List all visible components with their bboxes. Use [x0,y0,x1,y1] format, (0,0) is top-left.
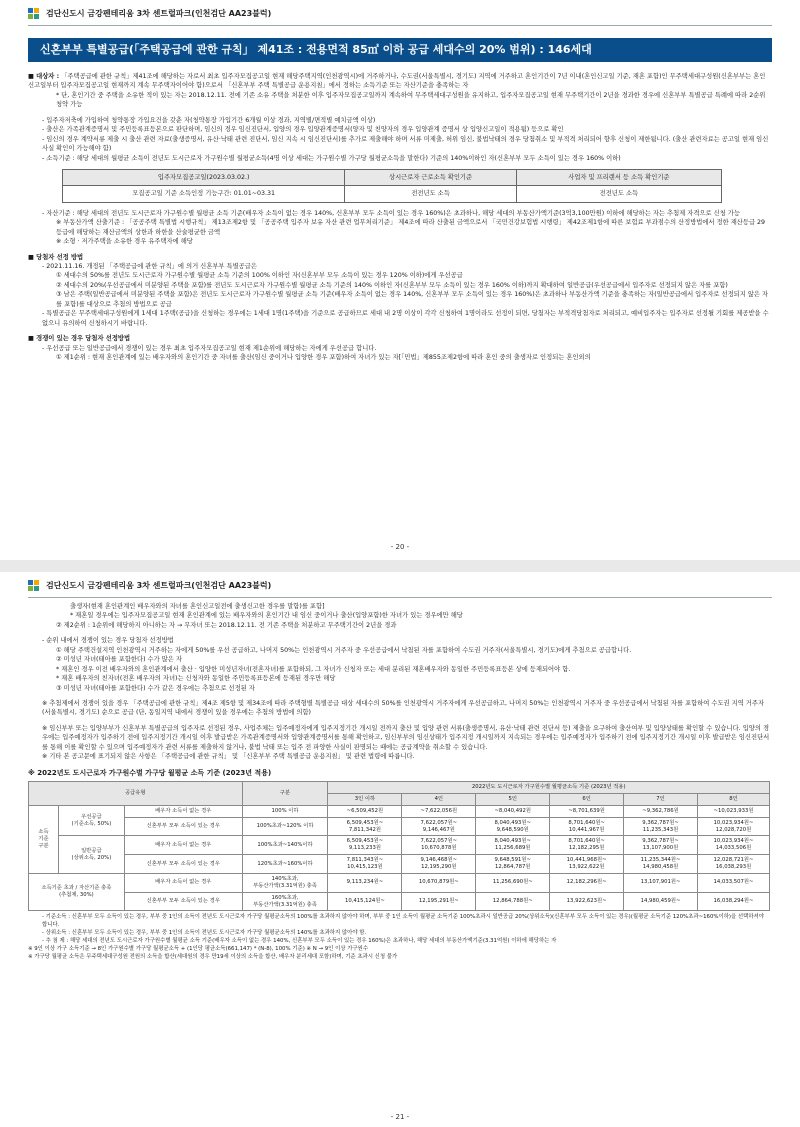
requirement-1: - 입주자저축에 가입하여 청약통장 가입요건을 갖춘 자(청약통장 가입기간 6개월 이상 경과, 지역별/면적별 예치금액 이상) [42,116,376,124]
selection-3: ② 세대수의 20%(우선공급에서 미분양된 주택을 포함)를 전년도 도시근로자 가구원수별 월평균 소득 기준의 140% 이하인 자(신혼부부 모두 소득이 있는 경우 160% 이하)까지 확대하여 일반공급(우선공급에서 입주자로 선정되지 않은 자를 포함) [56,281,728,289]
page-header [28,580,271,592]
income-header-1: 입주자모집공고일(2023.03.02.) [63,169,345,185]
page-header [28,8,271,20]
cell: 6,509,453원~ 7,811,342원 [328,817,402,836]
row-division: 160%초과, 부동산가액(3.31억원) 충족 [242,892,328,911]
table-row [29,805,770,817]
row-label: 신혼부부 모두 소득이 있는 경우 [124,892,242,911]
note-4: ※ 9인 이상 가구 소득기준 → 8인 가구원수별 가구당 월평균소득 + (1인당 평균소득(661,147) * (N-8), 100% 기준) ※ N → 9인 이상 가구원수 [28,945,369,952]
row-label: 배우자 소득이 없는 경우 [124,836,242,855]
table-notes [28,914,770,961]
cell: 9,146,468원~ 12,195,290원 [402,855,476,874]
remarriage-note: * 재혼일 경우에는 입주자모집공고일 현재 혼인관계에 있는 배우자와의 혼인기간 내 임신 중이거나 출산(입양포함)한 자녀가 있는 경우에만 해당 [70,612,463,620]
table-row [29,873,770,892]
income-standard-table [28,781,770,911]
selection-5: - 특별공급은 무주택세대구성원에게 1세대 1주택(공급)을 신청하는 경우에는 1세대 1명(1주택)을 기준으로 공급하므로 세대 내 2명 이상이 각각 신청하여 1명이라도 선정이 되면, 당첨자는 부적격당첨자로 처리되고, 예비입주자는 입주자로 선정될 기회를 제공받을 수 없으니 유의하여 신청하시기 바랍니다. [42,310,769,327]
cell: ~8,040,492원 [476,805,550,817]
income-cell-1: 모집공고일 기준 소득인정 기능구간: 01.01~03.31 [63,186,345,202]
asset-note-1: ※ 부동산가액 산출기준 : 「공공주택 특별법 시행규칙」 제13조제2항 및 「공공주택 입주자 보유 자산 관련 업무처리기준」 제4조에 따라 산출된 금액으로서 「국민건강보험법 시행령」 제42조제1항에 따른 보험료 부과점수의 산정방법에서 정한 재산등급 29등급에 해당하는 재산금액의 상한과 하한을 산술평균한 금액 [56,219,766,236]
cell: 14,980,459원~ [624,892,698,911]
target-paragraph [28,72,770,91]
cell: 13,107,901원~ [624,873,698,892]
header-divider [28,597,772,598]
row-label: 신혼부부 모두 소득이 있는 경우 [124,855,242,874]
rank-2: ② 제2순위 : 1순위에 해당하지 아니하는 자 → 무자녀 또는 2018.12.11. 전 기존 주택을 처분하고 무주택기간이 2년을 경과 [56,621,397,629]
cell: 7,811,343원~ 10,415,123원 [328,855,402,874]
col-8: 8인 [697,793,769,805]
cell: 14,033,507원~ [697,873,769,892]
cell: 12,028,721원~ 16,038,293원 [697,855,769,874]
competition-1: - 우선공급 또는 일반공급에서 경쟁이 있는 경우 최초 입주자모집공고일 현재 제1순위에 해당하는 자에게 우선공급 합니다. [42,344,377,352]
cell: ~6,509,452원 [328,805,402,817]
pregnancy-note: ※ 임신부부 또는 입양부부가 신혼부부 특별공급의 입주자로 선정된 경우, 사업주체는 입주예정자에게 입주지정기간 개시일 전까지 출산 및 입양 관련 서류(출생증명서, 유산·낙태 관련 진단서 등) 제출을 요구하여 출산여부 및 입양상태를 확인할 수 있습니다. 입양의 경우에는 입주예정자가 입주하기 전에 입주지정기간 개시일 이후 발급받은 가족관계증명서와 입양관계증명서를 통해 확인하고, 임신부부의 임신상태가 입주지정 개시일까지 지속되는 경우에는 입주예정자가 입주하기 전에 입주지정기간 개시일 이후 발급받은 임신진단서를 통해 이를 확인할 수 있으며 입주예정자가 관련 서류를 제출하지 않거나, 불법 낙태 또는 입주 전 파양한 사실이 판명되는 때에는 공급계약을 취소할 수 있습니다. [42,724,770,751]
page-number: - 21 - [390,1113,410,1121]
cell: 16,038,294원~ [697,892,769,911]
header-title: 검단신도시 금강펜테리움 3차 센트럴파크(인천검단 AA23블럭) [46,581,272,590]
cell: 8,701,640원~ 10,441,967원 [550,817,624,836]
cell: 9,362,787원~ 11,235,343원 [624,817,698,836]
row-label: 배우자 소득이 없는 경우 [124,805,242,817]
cell: 13,922,623원~ [550,892,624,911]
selection-heading: ■ 당첨자 선정 방법 [28,253,84,261]
header-supply-type: 공급유형 [29,782,243,806]
row-division: 100%초과~140%이하 [242,836,328,855]
requirement-3: - 임신의 경우 계약서류 제출 시 출산 관련 자료(출생증명서, 유산·낙태 관련 진단서, 임신 지속 시 임신진단서)를 추가로 제출해야 하며 서류 미제출, 허위 임신, 불법낙태의 경우 당첨취소 및 부적격 처리되어 향후 신청이 제한됨니다. (출산 관련자료는 공고일 현재 임신사실 확인이 가능해야 함) [42,135,769,153]
page-body [28,602,770,961]
header-title: 검단신도시 금강펜테리움 3차 센트럴파크(인천검단 AA23블럭) [46,9,272,18]
in-rank-note-1: * 재혼인 경우 이전 배우자와의 혼인관계에서 출산 · 입양한 미성년자녀(전혼자녀)를 포함하되, 그 자녀가 신청자 또는 세대 분리된 재혼배우자와 동일한 주민등록표등본 상에 등재되어야 함. [56,665,571,673]
table-row [29,836,770,855]
cell: 10,415,124원~ [328,892,402,911]
asset-note-2: ※ 소형 · 저가주택을 소유한 경우 유주택자에 해당 [56,238,193,246]
page-number: - 20 - [390,543,410,551]
logo-icon [28,580,40,592]
col-7: 7인 [624,793,698,805]
in-rank-note-2: * 재혼 배우자의 친자녀(전혼 배우자의 자녀)는 신청자와 동일한 주민등록표등본에 등재된 경우만 해당 [56,675,336,683]
cell: 12,864,788원~ [476,892,550,911]
other-note: ※ 기타 본 공고문에 표기되지 않은 사항은 「주택공급에 관한 규칙」 및 「신혼부부 주택 특별공급 운용지침」 및 관련 법령에 따릅니다. [42,753,415,761]
row-label: 신혼부부 모두 소득이 있는 경우 [124,817,242,836]
col-5: 5인 [476,793,550,805]
target-note: * 단, 혼인기간 중 주택을 소유한 적이 있는 자는 2018.12.11. 전에 기존 소유 주택을 처분한 이후 입주자모집공고일까지 계속하여 무주택세대구성원을 유지하고, 입주자모집공고일 현재 무주택기간이 2년을 경과한 경우에 신혼부부 특별공급 특례에 따라 2순위 청약 가능 [56,91,766,109]
requirement-4: - 소득기준 : 해당 세대의 월평균 소득이 전년도 도시근로자 가구원수별 월평균소득(4명 이상 세대는 가구원수별 가구당 월평균소득을 말한다) 기준의 140%이하인 자(신혼부부 모두 소득이 있는 경우 160% 이하) [42,154,621,162]
cell: 7,622,057원~ 9,146,467원 [402,817,476,836]
cell: 10,023,934원~ 12,028,720원 [697,817,769,836]
cell: 8,040,493원~ 9,648,590원 [476,817,550,836]
competition-heading: ■ 경쟁이 있는 경우 당첨자 선정방법 [28,335,131,343]
in-rank-2: ② 미성년 자녀(태아를 포함한다) 수가 많은 자 [56,656,182,664]
cell: 7,622,057원~ 10,670,878원 [402,836,476,855]
page-20 [0,0,800,560]
header-divider [28,25,772,26]
page-separator [0,560,800,572]
cell: 11,256,690원~ [476,873,550,892]
continued-text: 출생자(현재 혼인관계인 배우자와의 자녀를 혼인신고일전에 출생신고한 경우를 말함)를 포함] [70,603,325,610]
income-header-3: 사업자 및 프리랜서 등 소득 확인기준 [516,169,721,185]
income-header-2: 상시근로자 근로소득 확인기준 [345,169,516,185]
cell: ~10,023,933원 [697,805,769,817]
row-division: 120%초과~160%이하 [242,855,328,874]
cell: 10,670,879원~ [402,873,476,892]
header-division: 구분 [242,782,328,806]
selection-2: ① 세대수의 50%를 전년도 도시근로자 가구원수별 월평균 소득 기준의 100% 이하인 자(신혼부부 모두 소득이 있는 경우 120% 이하)에게 우선공급 [56,272,463,280]
target-text: 「주택공급에 관한 규칙」제41조에 해당하는 자로서 최초 입주자모집공고일 현재 해당주택지역(인천광역시)에 거주하거나, 수도권(서울특별시, 경기도) 지역에 거주하고 혼인기간이 7년 이내(혼인신고일 기준, 재혼 포함)인 무주택세대구성원(신혼부부는 혼인신고일부터 입주자모집공고일 현재까지 계속 무주택자이어야 함)으로서 「신혼부부 주택 특별공급 운용지침」에서 정하는 소득기준 또는 자산기준을 충족하는 자 [28,73,766,90]
note-1: - 기준소득 : 신혼부부 모두 소득이 있는 경우, 부부 중 1인의 소득이 전년도 도시근로자 가구당 월평균소득의 100%를 초과하지 않아야 하며, 부부 중 1인 소득이 월평균 소득기준 100%초과시 일반공급 20%(상위소득)(신혼부부 모두 소득이 있는 경우)(월평균 소득기준 120%초과~160%이하)을 선택하셔야 합니다. [42,914,764,929]
cell: ~8,701,639원 [550,805,624,817]
asset-criteria: - 자산기준 : 해당 세대의 전년도 도시근로자 가구원수별 월평균 소득 기준(배우자 소득이 없는 경우 140%, 신혼부부 모두 소득이 있는 경우 160%)은 초과하나, 해당 세대의 부동산가액기준(3억3,100만원) 이하에 해당하는 자는 추첨제 자격으로 신청 가능 [42,209,740,217]
cell: 8,040,493원~ 11,256,689원 [476,836,550,855]
row-division: 100%초과~120% 이하 [242,817,328,836]
cell: 9,648,591원~ 12,864,787원 [476,855,550,874]
cell: ~9,362,786원 [624,805,698,817]
note-2: - 상위소득 : 신혼부부 모두 소득이 있는 경우, 부부 중 1인의 소득이 전년도 도시근로자 가구당 월평균소득의 140%를 초과하지 않아야 함. [42,930,367,937]
cell: 9,362,787원~ 13,107,900원 [624,836,698,855]
cell: 10,441,968원~ 13,922,622원 [550,855,624,874]
in-rank-3: ③ 미성년 자녀(태아를 포함한다) 수가 같은 경우에는 추첨으로 선정된 자 [56,684,255,692]
row-label: 배우자 소득이 없는 경우 [124,873,242,892]
income-cell-3: 전전년도 소득 [516,186,721,202]
note-3: - 추 첨 제 : 해당 세대의 전년도 도시근로자 가구원수별 월평균 소득 기준(배우자 소득이 없는 경우 140%, 신혼부부 모두 소득이 있는 경우 160%)은 초과하나, 해당 세대의 부동산가액기준(3.31억원) 이하에 해당하는 자 [42,937,557,944]
cell: 9,113,234원~ [328,873,402,892]
in-rank-heading: - 순위 내에서 경쟁이 있는 경우 당첨자 선정방법 [42,637,174,645]
income-cell-2: 전전년도 소득 [345,186,516,202]
cell: 8,701,640원~ 12,182,295원 [550,836,624,855]
group-income: 소득 기준 구분 [29,805,59,873]
row-division: 140%초과, 부동산가액(3.31억원) 충족 [242,873,328,892]
cell: 6,509,453원~ 9,113,233원 [328,836,402,855]
target-label: ■ 대상자 : [28,73,60,80]
competition-2: ① 제1순위 : 현재 혼인관계에 있는 배우자와의 혼인기간 중 자녀를 출산(임신 중이거나 입양한 경우 포함)하여 자녀가 있는 자[「민법」제855조제2항에 따라 혼인 중의 출생자로 인정되는 혼인외의 [56,353,591,361]
group-priority: 우선공급 (기준소득, 50%) [58,805,124,836]
selection-4: ③ 남은 주택(일반공급에서 미분양된 주택을 포함)은 전년도 도시근로자 가구원수별 월평균 소득 기준(배우자 소득이 없는 경우 140%, 신혼부부 모두 소득이 있는 경우 160%)은 초과하나 부동산가액 기준을 충족하는 자(일반공급에서 입주자로 선정되지 않은 자를 포함)를 대상으로 추첨의 방법으로 공급 [56,291,769,308]
note-5: ※ 가구당 월평균 소득은 무주택세대구성원 전원의 소득을 합산(세대원의 경우 만19세 이상의 소득을 합산, 배우자 분리세대 포함)하며, 기준 초과시 신청 불가 [28,953,398,960]
section-title: 신혼부부 특별공급(「주택공급에 관한 규칙」 제41조 : 전용면적 85㎡ 이하 공급 세대수의 20% 범위) : 146세대 [28,38,772,62]
cell: ~7,622,056원 [402,805,476,817]
cell: 11,235,344원~ 14,980,458원 [624,855,698,874]
page-21 [0,572,800,1127]
income-table-title: ※ 2022년도 도시근로자 가구원수별 가구당 월평균 소득 기준 (2023년 적용) [28,768,272,777]
col-3: 3인 이하 [328,793,402,805]
cell: 12,195,291원~ [402,892,476,911]
selection-1: - 2021.11.16. 개정된 「주택공급에 관한 규칙」에 의거 신혼부부 특별공급은 [42,263,257,270]
col-4: 4인 [402,793,476,805]
cell: 10,023,934원~ 14,033,506원 [697,836,769,855]
table-row [29,892,770,911]
lottery-note: ※ 추첨제에서 경쟁이 있을 경우 「주택공급에 관한 규칙」제4조 제5항 및 제34조에 따라 주택형별 특별공급 대상 세대수의 50%를 인천광역시 거주자에게 우선공급하고, 나머지 50%는 인천광역시 거주자 중 우선공급에서 낙첨된 자를 포함하여 수도권 지역 거주자(서울특별시, 경기도) 순으로 공급 (단, 동일지역 내에서 경쟁이 있을 경우에는 추첨의 방법에 의함) [42,699,765,717]
group-lottery: 소득기준 초과 / 자산기준 충족 (추첨제, 30%) [29,873,125,911]
income-check-table [62,169,722,203]
row-division: 100% 이하 [242,805,328,817]
cell: 12,182,296원~ [550,873,624,892]
col-6: 6인 [550,793,624,805]
requirement-2: - 출산은 가족관계증명서 및 주민등록표등본으로 판단하며, 임신의 경우 임신진단서, 입양의 경우 입양관계증명서(양자 및 친양자의 경우 입양관계 증명서 상 입양신고일이 적용됨) 등으로 확인 [42,126,564,134]
group-general: 일반공급 (상위소득, 20%) [58,836,124,874]
in-rank-1: ① 해당 주택건설지역 인천광역시 거주하는 자에게 50%를 우선 공급하고, 나머지 50%는 인천광역시 거주자 중 우선공급에서 낙첨된 자를 포함하여 수도권 거주자(서울특별시, 경기도)에게 추첨으로 공급합니다. [56,646,632,654]
page-body [28,72,770,362]
header-income-standard: 2022년도 도시근로자 가구원수별 월평균소득 기준 (2023년 적용) [328,782,770,794]
table-row [29,855,770,874]
table-row [29,817,770,836]
logo-icon [28,8,40,20]
